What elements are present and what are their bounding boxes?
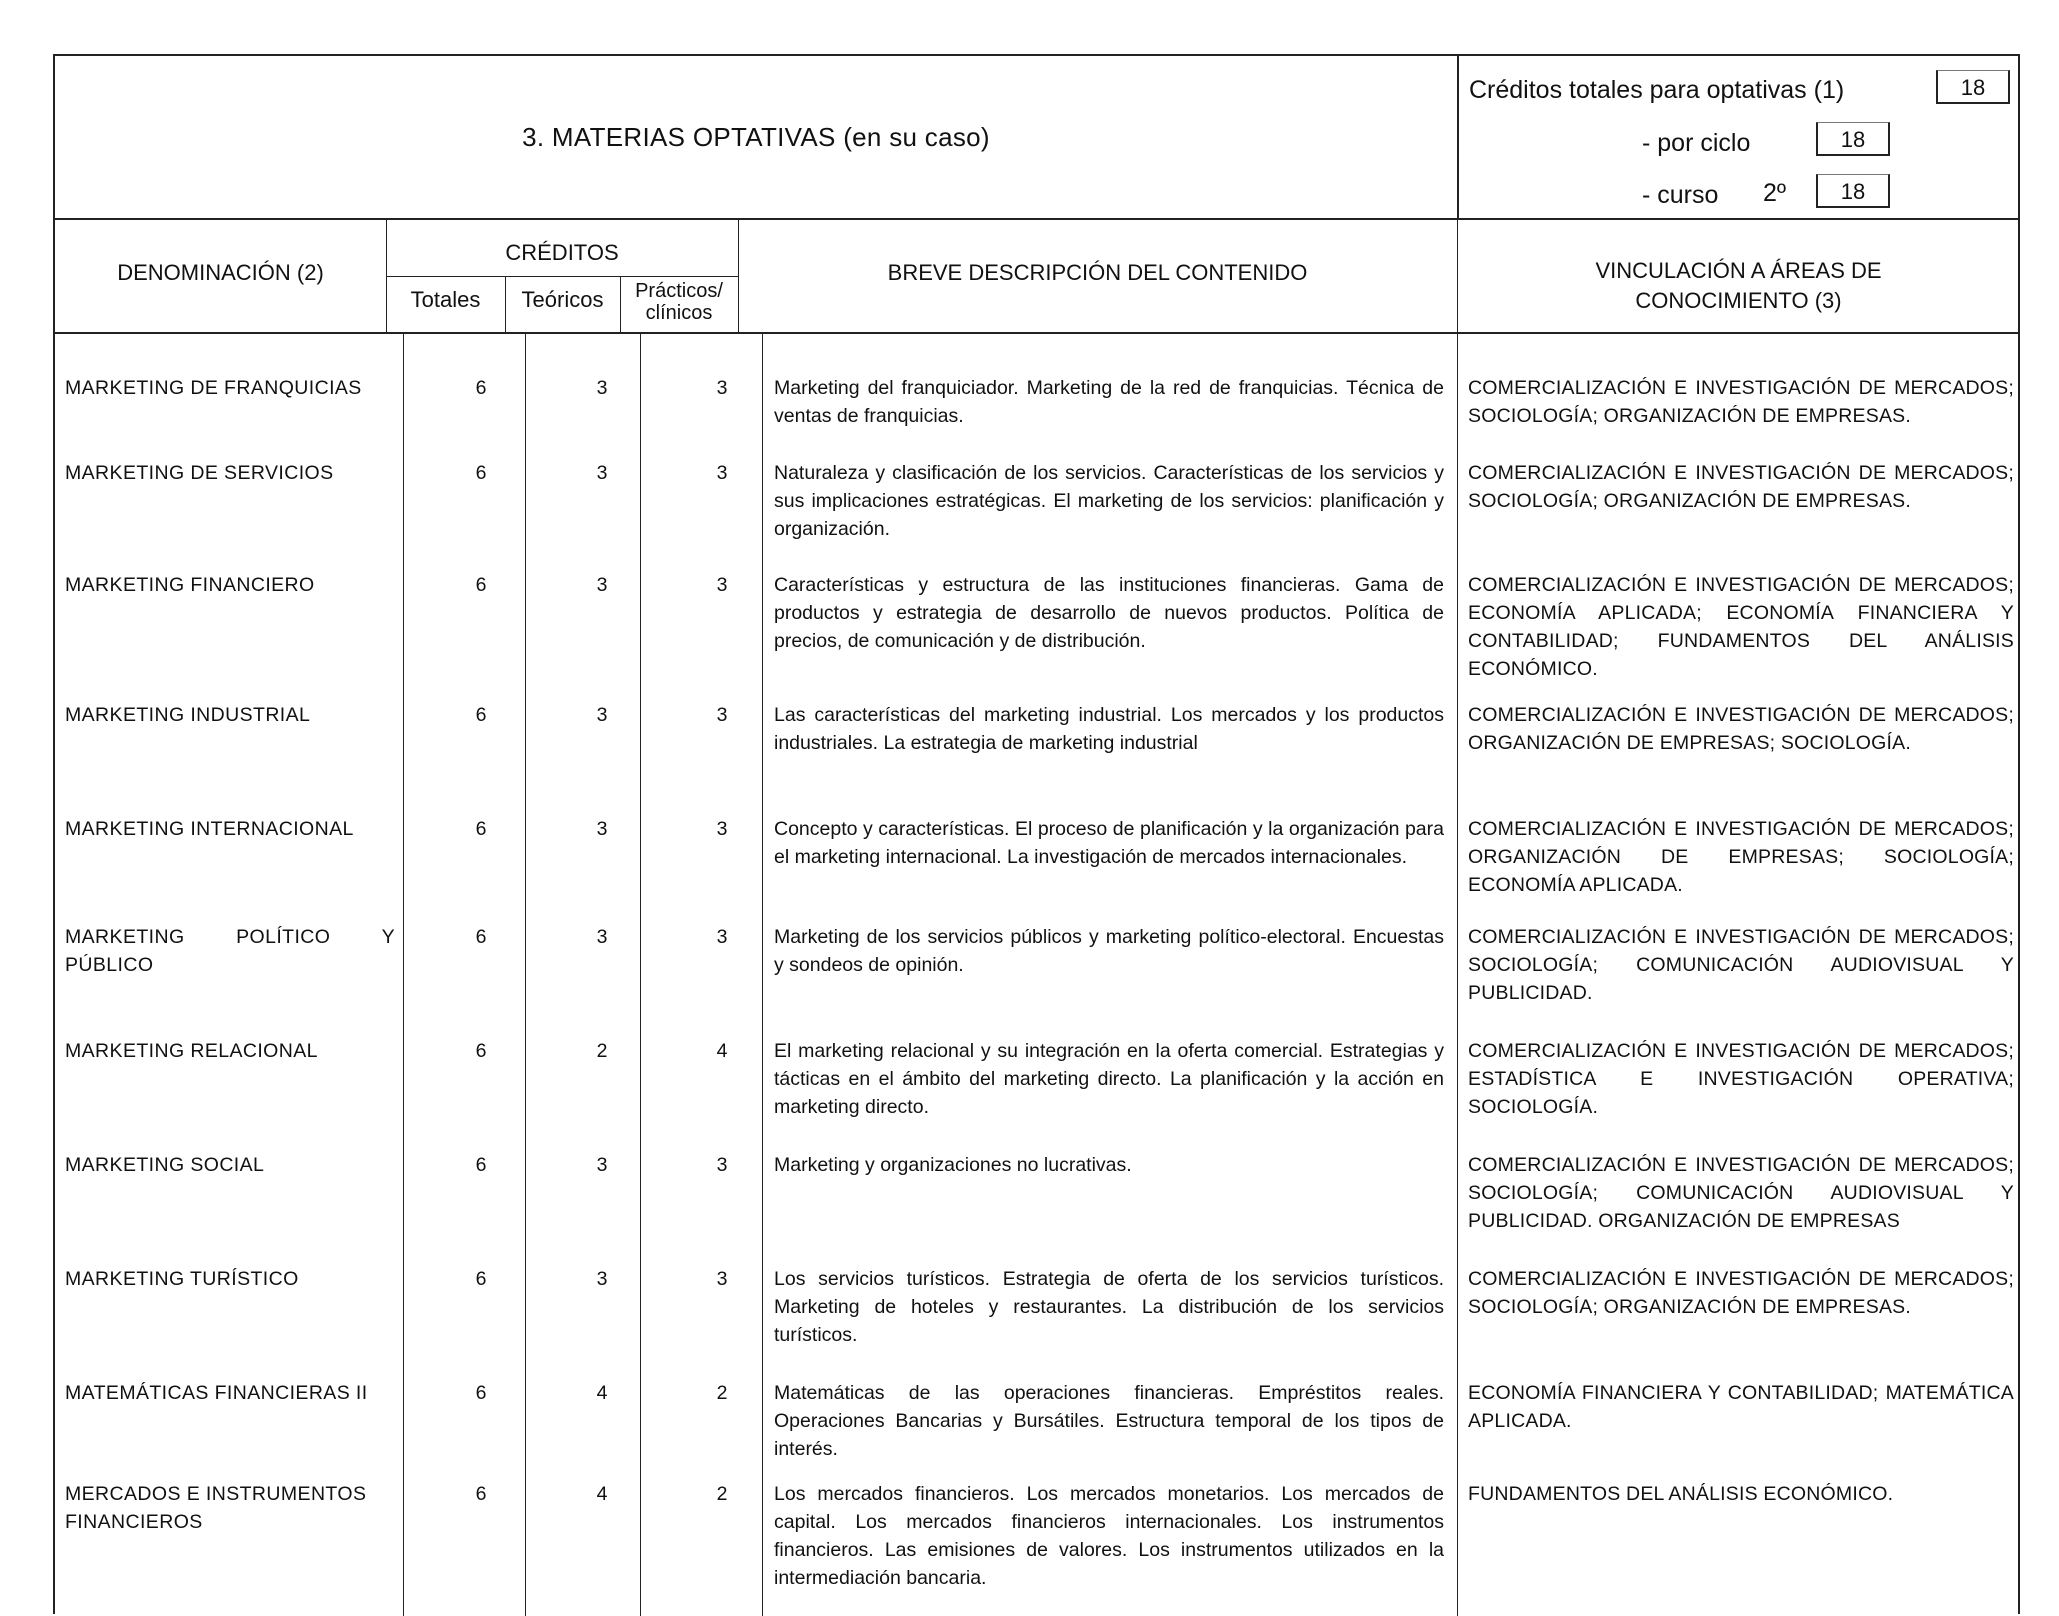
body-rule-1 (403, 334, 404, 1616)
row-practicos: 4 (716, 1040, 728, 1062)
row-description: El marketing relacional y su integración en la oferta comercial. Estrategias y tácticas en el ámbito del marketing directo. La planificación y la acción en marketing directo. (774, 1040, 1444, 1118)
row-description: Características y estructura de las instituciones financieras. Gama de productos y estrategia de desarrollo de nuevos productos. Política de precios, de comunicación y de distribución. (774, 574, 1444, 652)
per-cycle-box: 18 (1816, 122, 1890, 156)
row-description: Los servicios turísticos. Estrategia de oferta de los servicios turísticos. Marketing de hoteles y restaurantes. La distribución de los servicios turísticos. (774, 1268, 1444, 1346)
row-areas: COMERCIALIZACIÓN E INVESTIGACIÓN DE MERCADOS; ESTADÍSTICA E INVESTIGACIÓN OPERATIVA; SOCIOLOGÍA. (1468, 1040, 2014, 1118)
row-description: Las características del marketing industrial. Los mercados y los productos industriales. La estrategia de marketing industrial (774, 704, 1444, 754)
per-cycle-label: - por ciclo (1642, 129, 1751, 157)
body-rule-5 (1457, 334, 1458, 1616)
col-vinculacion (1457, 256, 2020, 316)
row-practicos: 2 (716, 1382, 728, 1404)
row-totales: 6 (475, 462, 487, 484)
row-name: MARKETING SOCIAL (65, 1154, 265, 1176)
row-practicos: 3 (716, 1154, 728, 1176)
row-totales: 6 (475, 1268, 487, 1290)
row-totales: 6 (475, 1382, 487, 1404)
body-rule-3 (640, 334, 641, 1616)
total-credits-label: Créditos totales para optativas (1) (1469, 76, 1845, 104)
credits-summary (1457, 56, 2018, 218)
row-description: Matemáticas de las operaciones financieras. Empréstitos reales. Operaciones Bancarias y Bursátiles. Estructura temporal de los tipos de interés. (774, 1382, 1444, 1460)
column-header-row (55, 220, 2018, 334)
col-totales: Totales (410, 287, 481, 312)
row-name: MARKETING RELACIONAL (65, 1040, 318, 1062)
row-name: MATEMÁTICAS FINANCIERAS II (65, 1382, 368, 1404)
row-teoricos: 3 (596, 704, 608, 726)
row-description: Los mercados financieros. Los mercados monetarios. Los mercados de capital. Los mercados financieros internacionales. Los instrumentos financieros. Las emisiones de valores. Los instrumentos utilizados en la intermediación bancaria. (774, 1483, 1444, 1589)
row-name: MARKETING INDUSTRIAL (65, 704, 311, 726)
row-areas: COMERCIALIZACIÓN E INVESTIGACIÓN DE MERCADOS; SOCIOLOGÍA; COMUNICACIÓN AUDIOVISUAL Y PUBLICIDAD. (1468, 926, 2014, 1004)
course-label: - curso (1642, 181, 1719, 209)
col-vinculacion-line1: VINCULACIÓN A ÁREAS DE (1595, 258, 1882, 283)
row-teoricos: 4 (596, 1483, 608, 1505)
body-rule-2 (525, 334, 526, 1616)
row-name: MARKETING TURÍSTICO (65, 1268, 299, 1290)
row-description: Marketing del franquiciador. Marketing de la red de franquicias. Técnica de ventas de franquicias. (774, 377, 1444, 427)
col-descripcion: BREVE DESCRIPCIÓN DEL CONTENIDO (887, 260, 1308, 285)
row-teoricos: 3 (596, 1154, 608, 1176)
course-box: 18 (1816, 174, 1890, 208)
row-practicos: 3 (716, 1268, 728, 1290)
row-name: MERCADOS E INSTRUMENTOS FINANCIEROS (65, 1483, 367, 1533)
col-practicos-line2: clínicos (645, 302, 713, 324)
row-teoricos: 3 (596, 818, 608, 840)
row-totales: 6 (475, 1040, 487, 1062)
col-practicos (620, 280, 738, 324)
col-practicos-line1: Prácticos/ (635, 280, 723, 302)
document-frame (53, 54, 2020, 1614)
row-name: MARKETING POLÍTICO Y PÚBLICO (65, 926, 395, 976)
row-areas: COMERCIALIZACIÓN E INVESTIGACIÓN DE MERCADOS; SOCIOLOGÍA; ORGANIZACIÓN DE EMPRESAS. (1468, 1268, 2014, 1318)
row-practicos: 3 (716, 377, 728, 399)
row-totales: 6 (475, 926, 487, 948)
row-totales: 6 (475, 377, 487, 399)
section-title: 3. MATERIAS OPTATIVAS (en su caso) (522, 121, 990, 152)
row-totales: 6 (475, 574, 487, 596)
col-creditos: CRÉDITOS (505, 240, 619, 265)
row-areas: COMERCIALIZACIÓN E INVESTIGACIÓN DE MERCADOS; ECONOMÍA APLICADA; ECONOMÍA FINANCIERA Y CONTABILIDAD; FUNDAMENTOS DEL ANÁLISIS ECONÓMICO. (1468, 574, 2014, 680)
row-areas: COMERCIALIZACIÓN E INVESTIGACIÓN DE MERCADOS; SOCIOLOGÍA; ORGANIZACIÓN DE EMPRESAS. (1468, 462, 2014, 512)
row-teoricos: 2 (596, 1040, 608, 1062)
row-teoricos: 3 (596, 377, 608, 399)
row-description: Marketing de los servicios públicos y marketing político-electoral. Encuestas y sondeos de opinión. (774, 926, 1444, 976)
row-totales: 6 (475, 1154, 487, 1176)
row-practicos: 3 (716, 704, 728, 726)
row-teoricos: 4 (596, 1382, 608, 1404)
row-name: MARKETING DE FRANQUICIAS (65, 377, 362, 399)
row-practicos: 3 (716, 462, 728, 484)
col-vinculacion-line2: CONOCIMIENTO (3) (1635, 288, 1842, 313)
row-areas: COMERCIALIZACIÓN E INVESTIGACIÓN DE MERCADOS; ORGANIZACIÓN DE EMPRESAS; SOCIOLOGÍA. (1468, 704, 2014, 754)
course-number: 2º (1763, 179, 1787, 207)
row-areas: COMERCIALIZACIÓN E INVESTIGACIÓN DE MERCADOS; SOCIOLOGÍA; COMUNICACIÓN AUDIOVISUAL Y PUBLICIDAD. ORGANIZACIÓN DE EMPRESAS (1468, 1154, 2014, 1232)
row-teoricos: 3 (596, 1268, 608, 1290)
col-denominacion: DENOMINACIÓN (2) (117, 260, 324, 285)
row-teoricos: 3 (596, 462, 608, 484)
row-totales: 6 (475, 1483, 487, 1505)
row-areas: FUNDAMENTOS DEL ANÁLISIS ECONÓMICO. (1468, 1483, 1894, 1505)
row-teoricos: 3 (596, 574, 608, 596)
row-practicos: 2 (716, 1483, 728, 1505)
row-name: MARKETING DE SERVICIOS (65, 462, 334, 484)
row-totales: 6 (475, 704, 487, 726)
row-name: MARKETING FINANCIERO (65, 574, 315, 596)
body-rule-4 (762, 334, 763, 1616)
row-teoricos: 3 (596, 926, 608, 948)
row-description: Naturaleza y clasificación de los servicios. Características de los servicios y sus implicaciones estratégicas. El marketing de los servicios: planificación y organización. (774, 462, 1444, 540)
total-credits-box: 18 (1936, 70, 2010, 104)
header-band (55, 56, 2018, 220)
row-areas: ECONOMÍA FINANCIERA Y CONTABILIDAD; MATEMÁTICA APLICADA. (1468, 1382, 2014, 1432)
row-practicos: 3 (716, 926, 728, 948)
row-areas: COMERCIALIZACIÓN E INVESTIGACIÓN DE MERCADOS; SOCIOLOGÍA; ORGANIZACIÓN DE EMPRESAS. (1468, 377, 2014, 427)
row-practicos: 3 (716, 574, 728, 596)
col-teoricos: Teóricos (521, 287, 604, 312)
row-description: Marketing y organizaciones no lucrativas. (774, 1154, 1132, 1176)
row-description: Concepto y características. El proceso de planificación y la organización para el marketing internacional. La investigación de mercados internacionales. (774, 818, 1444, 868)
row-name: MARKETING INTERNACIONAL (65, 818, 354, 840)
row-totales: 6 (475, 818, 487, 840)
row-areas: COMERCIALIZACIÓN E INVESTIGACIÓN DE MERCADOS; ORGANIZACIÓN DE EMPRESAS; SOCIOLOGÍA; ECONOMÍA APLICADA. (1468, 818, 2014, 896)
row-practicos: 3 (716, 818, 728, 840)
